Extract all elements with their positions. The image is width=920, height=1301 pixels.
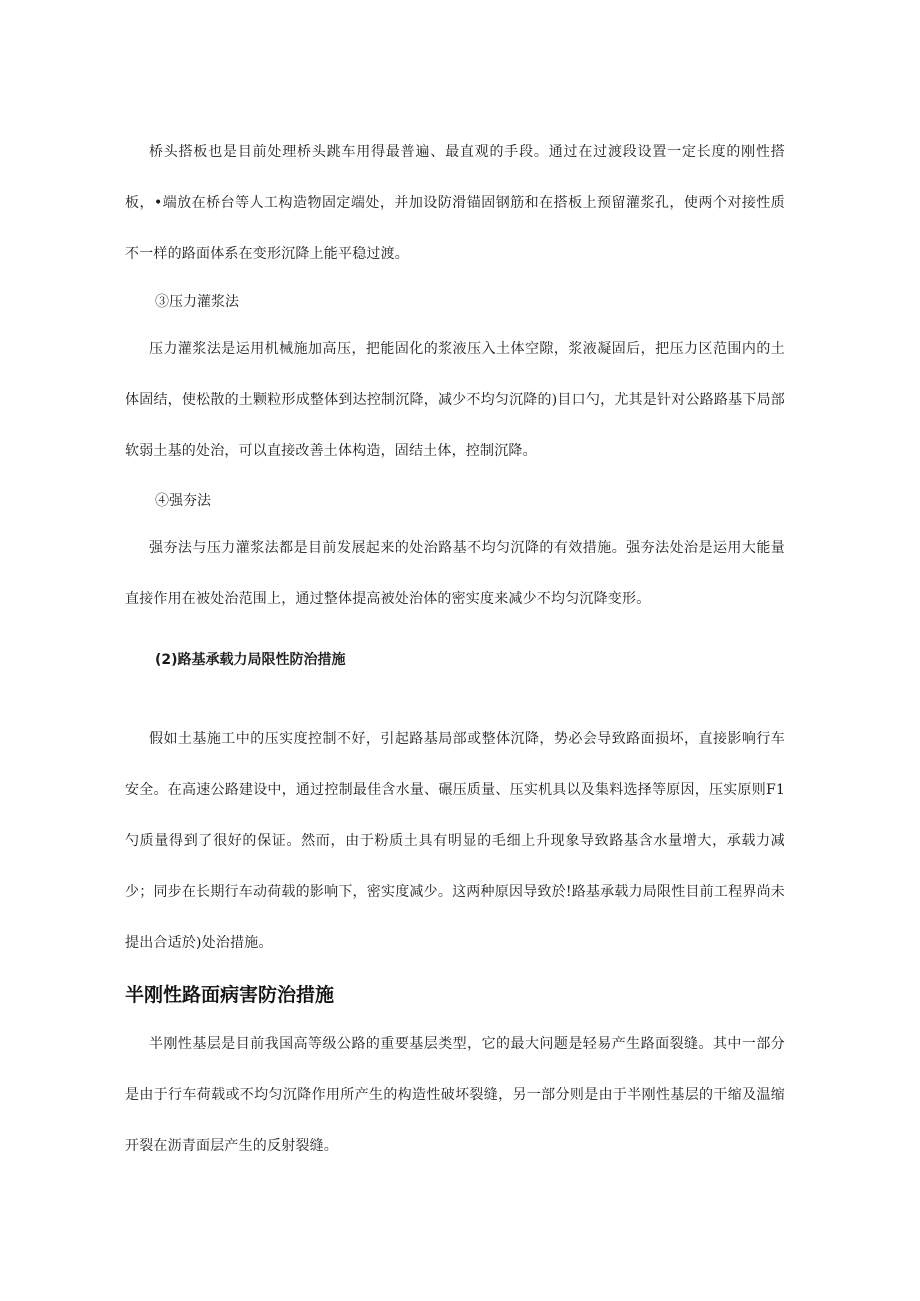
paragraph-bridge-approach-slab: 桥头搭板也是目前处理桥头跳车用得最普遍、最直观的手段。通过在过渡段设置一定长度的刚性搭板，•端放在桥台等人工构造物固定端处，并加设防滑锚固钢筋和在搭板上预留灌浆孔，使两个对接性质不一样的路面体系在变形沉降上能平稳过渡。 (125, 144, 785, 262)
subheading-dynamic-compaction: ④强夯法 (155, 493, 211, 509)
subheading-pressure-grouting: ③压力灌浆法 (155, 294, 239, 310)
subheading-bearing-capacity: (2)路基承载力局限性防治措施 (155, 652, 346, 668)
paragraph-bearing-capacity: 假如土基施工中的压实度控制不好，引起路基局部或整体沉降，势必会导致路面损坏，直接影响行车安全。在高速公路建设中，通过控制最佳含水量、碾压质量、压实机具以及集料选择等原因，压实原则F1勺质量得到了很好的保证。然而，由于粉质土具有明显的毛细上升现象导致路基含水量增大，承载力减少；同步在长期行车动荷载的影响下，密实度减少。这两种原因导致於!路基承载力局限性目前工程界尚未提出合适於)处治措施。 (125, 731, 785, 951)
paragraph-dynamic-compaction: 强夯法与压力灌浆法都是目前发展起来的处治路基不均匀沉降的有效措施。强夯法处治是运用大能量直接作用在被处治范围上，通过整体提高被处治体的密实度来减少不均匀沉降变形。 (125, 540, 785, 607)
section-title-semi-rigid-pavement: 半刚性路面病害防治措施 (125, 984, 335, 1006)
paragraph-pressure-grouting: 压力灌浆法是运用机械施加高压，把能固化的浆液压入土体空隙，浆液凝固后，把压力区范围内的土体固结，使松散的土颗粒形成整体到达控制沉降，减少不均匀沉降的)目口勺，尤其是针对公路路基下局部软弱土基的处治，可以直接改善土体构造，固结土体，控制沉降。 (125, 341, 785, 459)
paragraph-semi-rigid-base: 半刚性基层是目前我国高等级公路的重要基层类型，它的最大问题是轻易产生路面裂缝。其中一部分是由于行车荷载或不均匀沉降作用所产生的构造性破坏裂缝，另一部分则是由于半刚性基层的干缩及温缩开裂在沥青面层产生的反射裂缝。 (125, 1036, 785, 1154)
